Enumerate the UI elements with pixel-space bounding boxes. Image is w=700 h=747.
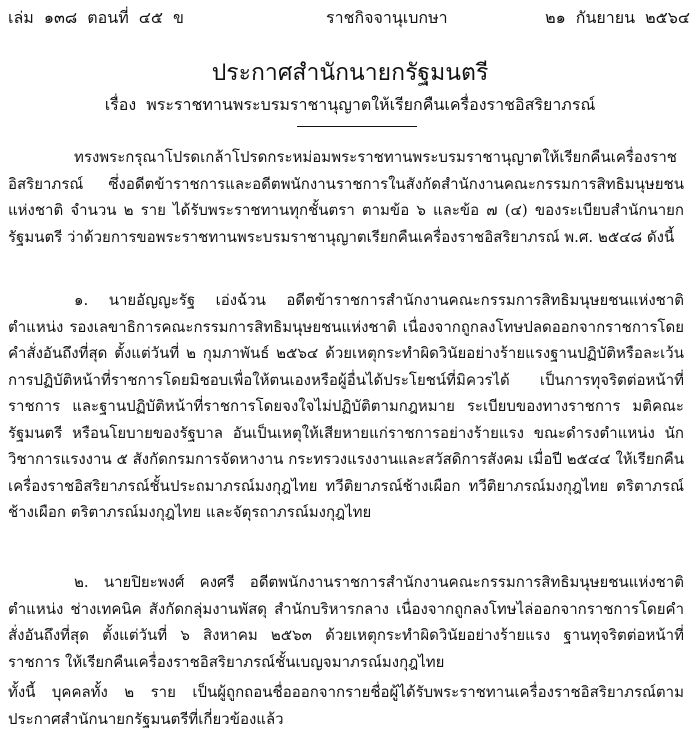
- volume-number: ๑๓๘: [43, 8, 78, 27]
- section-label: ตอนที่: [87, 8, 129, 27]
- publication-name: ราชกิจจานุเบกษา: [326, 8, 448, 27]
- issue-info: [8, 6, 194, 30]
- subject-text: พระราชทานพระบรมราชานุญาตให้เรียกคืนเครื่องราชอิสริยาภรณ์: [146, 95, 596, 114]
- volume-label: เล่ม: [8, 8, 34, 27]
- section-number: ๔๕: [138, 8, 163, 27]
- document-title: ประกาศสำนักนายกรัฐมนตรี: [211, 60, 489, 86]
- subject-label: เรื่อง: [104, 95, 137, 114]
- section-type: ข: [172, 8, 184, 27]
- paragraph-closing: ทั้งนี้ บุคคลทั้ง ๒ ราย เป็นผู้ถูกถอนชื่อออกจากรายชื่อผู้ได้รับพระราชทานเครื่องราชอิสริยาภรณ์ตามประกาศสำนักนายกรัฐมนตรีที่เกี่ยวข้องแล้ว: [8, 683, 684, 728]
- document-subject: [0, 94, 700, 116]
- paragraph-intro: ทรงพระกรุณาโปรดเกล้าโปรดกระหม่อมพระราชทานพระบรมราชานุญาตให้เรียกคืนเครื่องราชอิสริยาภรณ์ ซึ่งอดีตข้าราชการและอดีตพนักงานราชการในสังกัดสำนักงานคณะกรรมการสิทธิมนุษยชนแห่งชาติ จำนวน ๒ ราย ได้รับพระราชทานทุกชั้นตรา ตามข้อ ๖ และข้อ ๗ (๔) ของระเบียบสำนักนายกรัฐมนตรี ว่าด้วยการขอพระราชทานพระบรมราชานุญาตเรียกคืนเครื่องราชอิสริยาภรณ์ พ.ศ. ๒๕๔๘ ดังนี้: [8, 148, 684, 246]
- date-year: ๒๕๖๔: [645, 8, 690, 27]
- issue-date: [545, 6, 690, 30]
- paragraph-item-1: ๑. นายอัญญะรัฐ เอ่งฉ้วน อดีตข้าราชการสำนักงานคณะกรรมการสิทธิมนุษยชนแห่งชาติ ตำแหน่ง รองเลขาธิการคณะกรรมการสิทธิมนุษยชนแห่งชาติ เนื่องจากถูกลงโทษปลดออกจากราชการโดยคำสั่งอันถึงที่สุด ตั้งแต่วันที่ ๒ กุมภาพันธ์ ๒๕๖๔ ด้วยเหตุกระทำผิดวินัยอย่างร้ายแรงฐานปฏิบัติหรือละเว้นการปฏิบัติหน้าที่ราชการโดยมิชอบเพื่อให้ตนเองหรือผู้อื่นได้ประโยชน์ที่มิควรได้ เป็นการทุจริตต่อหน้าที่ราชการ และฐานปฏิบัติหน้าที่ราชการโดยจงใจไม่ปฏิบัติตามกฎหมาย ระเบียบของทางราชการ มติคณะรัฐมนตรี หรือนโยบายของรัฐบาล อันเป็นเหตุให้เสียหายแก่ราชการอย่างร้ายแรง ขณะดำรงตำแหน่ง นักวิชาการแรงงาน ๕ สังกัดกรมการจัดหางาน กระทรวงแรงงานและสวัสดิการสังคม เมื่อปี ๒๕๔๔ ให้เรียกคืนเครื่องราชอิสริยาภรณ์ชั้นประถมาภรณ์มงกุฎไทย ทวีติยาภรณ์ช้างเผือก ทวีติยาภรณ์มงกุฎไทย ตริตาภรณ์ช้างเผือก ตริตาภรณ์มงกุฎไทย และจัตุรถาภรณ์มงกุฎไทย: [8, 291, 684, 521]
- title-divider: [297, 126, 417, 127]
- paragraph-item-2: ๒. นายปิยะพงศ์ คงศรี อดีตพนักงานราชการสำนักงานคณะกรรมการสิทธิมนุษยชนแห่งชาติ ตำแหน่ง ช่างเทคนิค สังกัดกลุ่มงานพัสดุ สำนักบริหารกลาง เนื่องจากถูกลงโทษไล่ออกจากราชการโดยคำสั่งอันถึงที่สุด ตั้งแต่วันที่ ๖ สิงหาคม ๒๕๖๓ ด้วยเหตุกระทำผิดวินัยอย่างร้ายแรง ฐานทุจริตต่อหน้าที่ราชการ ให้เรียกคืนเครื่องราชอิสริยาภรณ์ชั้นเบญจมาภรณ์มงกุฎไทย: [8, 573, 684, 671]
- date-day: ๒๑: [545, 8, 566, 27]
- date-month: กันยายน: [575, 8, 636, 27]
- gazette-header: [8, 6, 690, 30]
